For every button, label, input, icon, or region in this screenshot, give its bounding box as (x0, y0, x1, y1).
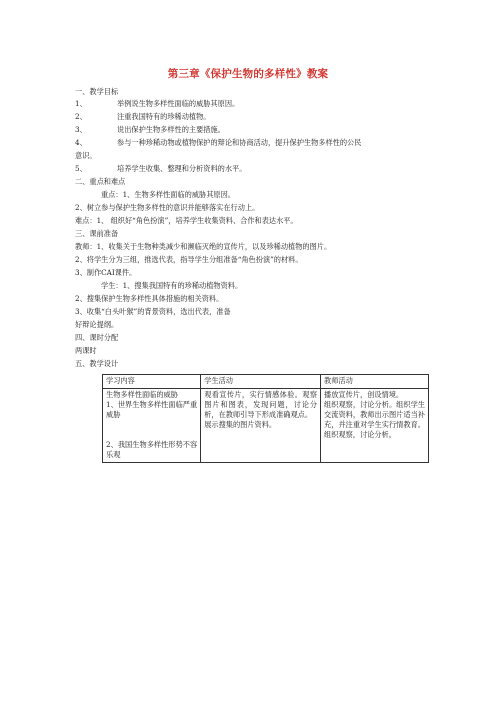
difficulty-1: 难点：1、 组织好“角色扮演”，培养学生收集资料、合作和表达水平。 (75, 216, 298, 225)
objective-4-number: 4、 (75, 138, 87, 147)
objective-3-text: 说出保护生物多样性的主要措施。 (117, 125, 225, 134)
objective-1-text: 举例说生物多样性面临的威胁其原因。 (117, 99, 240, 108)
header-teacher-activity: 教师活动 (321, 375, 429, 389)
objective-4-continued: 意识。 (75, 151, 97, 160)
objective-2 (75, 112, 210, 121)
objective-1 (75, 99, 239, 108)
objective-5 (75, 164, 246, 173)
objective-5-text: 培养学生收集、整理和分析资料的水平。 (117, 164, 247, 173)
objective-4 (75, 138, 361, 147)
key-point-2: 2、树立参与保护生物多样性的意识并能够落实在行动上。 (75, 203, 260, 212)
key-point-1: 重点：1、生物多样性面临的威胁其原因。 (101, 190, 235, 199)
objective-3 (75, 125, 225, 134)
prep-teacher-2: 2、将学生分为三组，推选代表，指导学生分组准备“角色扮演”的材料。 (75, 255, 303, 264)
section-heading-key-points: 二、重点和难点 (75, 177, 126, 186)
objective-5-number: 5、 (75, 164, 87, 173)
table-header-row (103, 375, 429, 389)
objective-1-number: 1、 (75, 99, 87, 108)
header-student-activity: 学生活动 (201, 375, 321, 389)
teacher-activity-1: 播放宣传片，创设情境。 (324, 390, 404, 399)
objective-2-number: 2、 (75, 112, 87, 121)
section-heading-design: 五、教学设计 (75, 359, 119, 368)
content-item-1: 1、世界生物多样性面临严重威胁 (106, 400, 198, 419)
prep-teacher-3: 3、制作CAI课件。 (75, 268, 137, 277)
teacher-activity-cell (321, 389, 429, 463)
table-row (103, 389, 429, 463)
teaching-design-table (102, 374, 429, 463)
prep-student-3: 3、收集“白头叶猴”的背景资料，选出代表，准备 (75, 307, 231, 316)
section-heading-objectives: 一、教学目标 (75, 87, 119, 96)
prep-student-1: 学生：1、搜集我国特有的珍稀动植物资料。 (101, 281, 243, 290)
section-heading-preparation: 三、课前准备 (75, 229, 119, 238)
objective-4-text: 参与一种珍稀动物或植物保护的辩论和协商活动，提升保护生物多样性的公民 (117, 138, 362, 147)
prep-teacher-1: 教师：1、收集关于生物种类减少和濒临灭绝的宣传片，以及珍稀动植物的图片。 (75, 242, 332, 251)
teacher-activity-2: 组织观察，讨论分析。组织学生交流资料，教师出示图片适当补充，并注重对学生实行情教育。组织观察，讨论分析。 (324, 400, 425, 439)
content-cell (103, 389, 201, 463)
prep-student-2: 2、搜集保护生物多样性具体措施的相关资料。 (75, 294, 224, 303)
student-activity-cell (201, 389, 321, 463)
objective-3-number: 3、 (75, 125, 87, 134)
content-item-2: 2、我国生物多样性形势不容乐观 (106, 440, 198, 459)
periods-text: 两课时 (75, 346, 97, 355)
document-title: 第三章《保护生物的多样性》教案 (167, 68, 329, 80)
student-activity-1: 观看宣传片，实行情感体验。观察图片和图表，发现问题，讨论分析，在教师引导下形成准确观点。 (204, 390, 318, 419)
prep-student-3-continued: 好辩论提纲。 (75, 320, 119, 329)
content-topic: 生物多样性面临的威胁 (106, 390, 178, 399)
student-activity-2: 展示搜集的图片资料。 (204, 420, 277, 429)
section-heading-periods: 四、课时分配 (75, 333, 119, 342)
header-content: 学习内容 (103, 375, 201, 389)
objective-2-text: 注重我国特有的珍稀动植物。 (117, 112, 211, 121)
